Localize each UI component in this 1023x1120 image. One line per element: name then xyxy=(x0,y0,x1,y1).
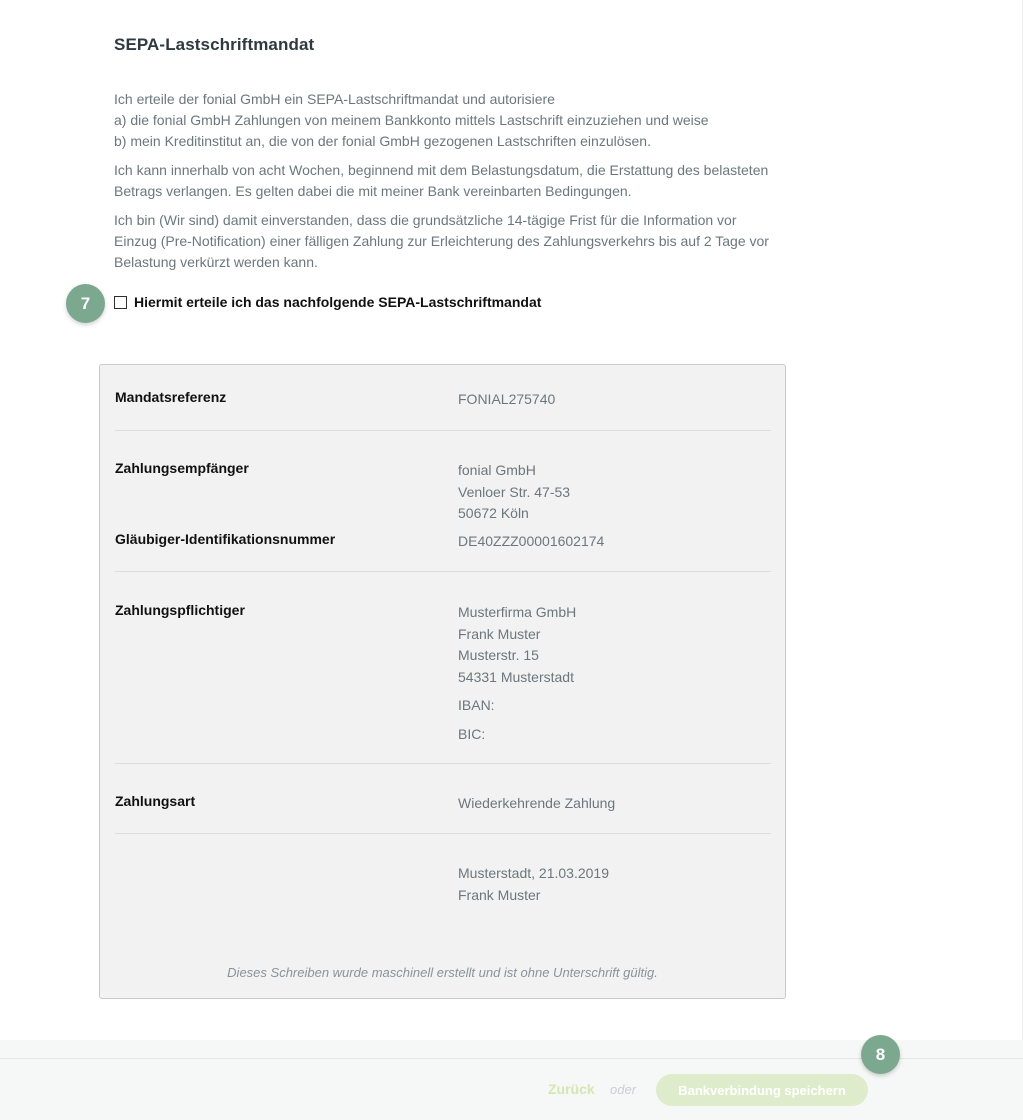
bic-label: BIC: xyxy=(458,725,486,742)
consent-row[interactable] xyxy=(114,294,541,310)
divider xyxy=(115,430,771,431)
payee-street: Venloer Str. 47-53 xyxy=(458,483,571,500)
mandate-reference-label: Mandatsreferenz xyxy=(115,389,227,405)
payer-value xyxy=(458,602,576,745)
intro-line: Ich erteile der fonial GmbH ein SEPA-Lastschriftmandat und autorisiere xyxy=(114,91,555,107)
intro-line: b) mein Kreditinstitut an, die von der fonial GmbH gezogenen Lastschriften einzulösen. xyxy=(114,133,651,149)
payment-type-label: Zahlungsart xyxy=(115,793,196,809)
section-title: SEPA-Lastschriftmandat xyxy=(114,35,315,54)
intro-line: Ich kann innerhalb von acht Wochen, beginnend mit dem Belastungsdatum, die Erstattung des belasteten xyxy=(114,162,769,178)
intro-line: Ich bin (Wir sind) damit einverstanden, dass die grundsätzliche 14-tägige Frist für die Information vor xyxy=(114,212,737,228)
payee-value xyxy=(458,460,570,525)
payee-city: 50672 Köln xyxy=(458,505,529,521)
divider xyxy=(115,763,771,764)
back-link[interactable]: Zurück xyxy=(548,1081,595,1097)
payment-type-value: Wiederkehrende Zahlung xyxy=(458,795,616,811)
signature-name: Frank Muster xyxy=(458,886,541,903)
payer-label: Zahlungspflichtiger xyxy=(115,602,245,618)
payer-company: Musterfirma GmbH xyxy=(458,604,577,620)
payee-label: Zahlungsempfänger xyxy=(115,460,249,476)
consent-checkbox[interactable] xyxy=(114,296,127,309)
payer-street: Musterstr. 15 xyxy=(458,647,539,663)
mandate-intro xyxy=(114,89,794,281)
creditor-id-value: DE40ZZZ00001602174 xyxy=(458,533,605,549)
consent-label[interactable]: Hiermit erteile ich das nachfolgende SEPA-Lastschriftmandat xyxy=(134,294,542,310)
intro-paragraph-3 xyxy=(114,210,794,273)
payee-name: fonial GmbH xyxy=(458,462,536,478)
intro-line: a) die fonial GmbH Zahlungen von meinem Bankkonto mittels Lastschrift einzuziehen und weise xyxy=(114,112,709,128)
payer-city: 54331 Musterstadt xyxy=(458,668,574,685)
intro-line: Einzug (Pre-Notification) einer fälligen Zahlung zur Erleichterung des Zahlungsverkehrs bis auf 2 Tage vor xyxy=(114,233,769,249)
divider xyxy=(115,833,771,834)
mandate-footnote: Dieses Schreiben wurde maschinell erstellt und ist ohne Unterschrift gültig. xyxy=(227,965,658,980)
payer-name: Frank Muster xyxy=(458,625,541,642)
creditor-id-label: Gläubiger-Identifikationsnummer xyxy=(115,531,336,547)
intro-paragraph-1 xyxy=(114,89,794,152)
save-bank-account-button[interactable]: Bankverbindung speichern xyxy=(656,1074,868,1106)
intro-paragraph-2 xyxy=(114,160,794,202)
divider xyxy=(115,571,771,572)
step-badge-8: 8 xyxy=(861,1035,900,1074)
step-badge-7: 7 xyxy=(66,284,105,323)
signature-place-date: Musterstadt, 21.03.2019 xyxy=(458,865,609,881)
or-separator: oder xyxy=(610,1082,637,1097)
iban-label: IBAN: xyxy=(458,697,495,713)
mandate-reference-value: FONIAL275740 xyxy=(458,391,556,407)
intro-line: Betrags verlangen. Es gelten dabei die mit meiner Bank vereinbarten Bedingungen. xyxy=(114,183,632,199)
intro-line: Belastung verkürzt werden kann. xyxy=(114,254,318,270)
signature-value xyxy=(458,863,609,906)
mandate-box xyxy=(99,364,786,999)
